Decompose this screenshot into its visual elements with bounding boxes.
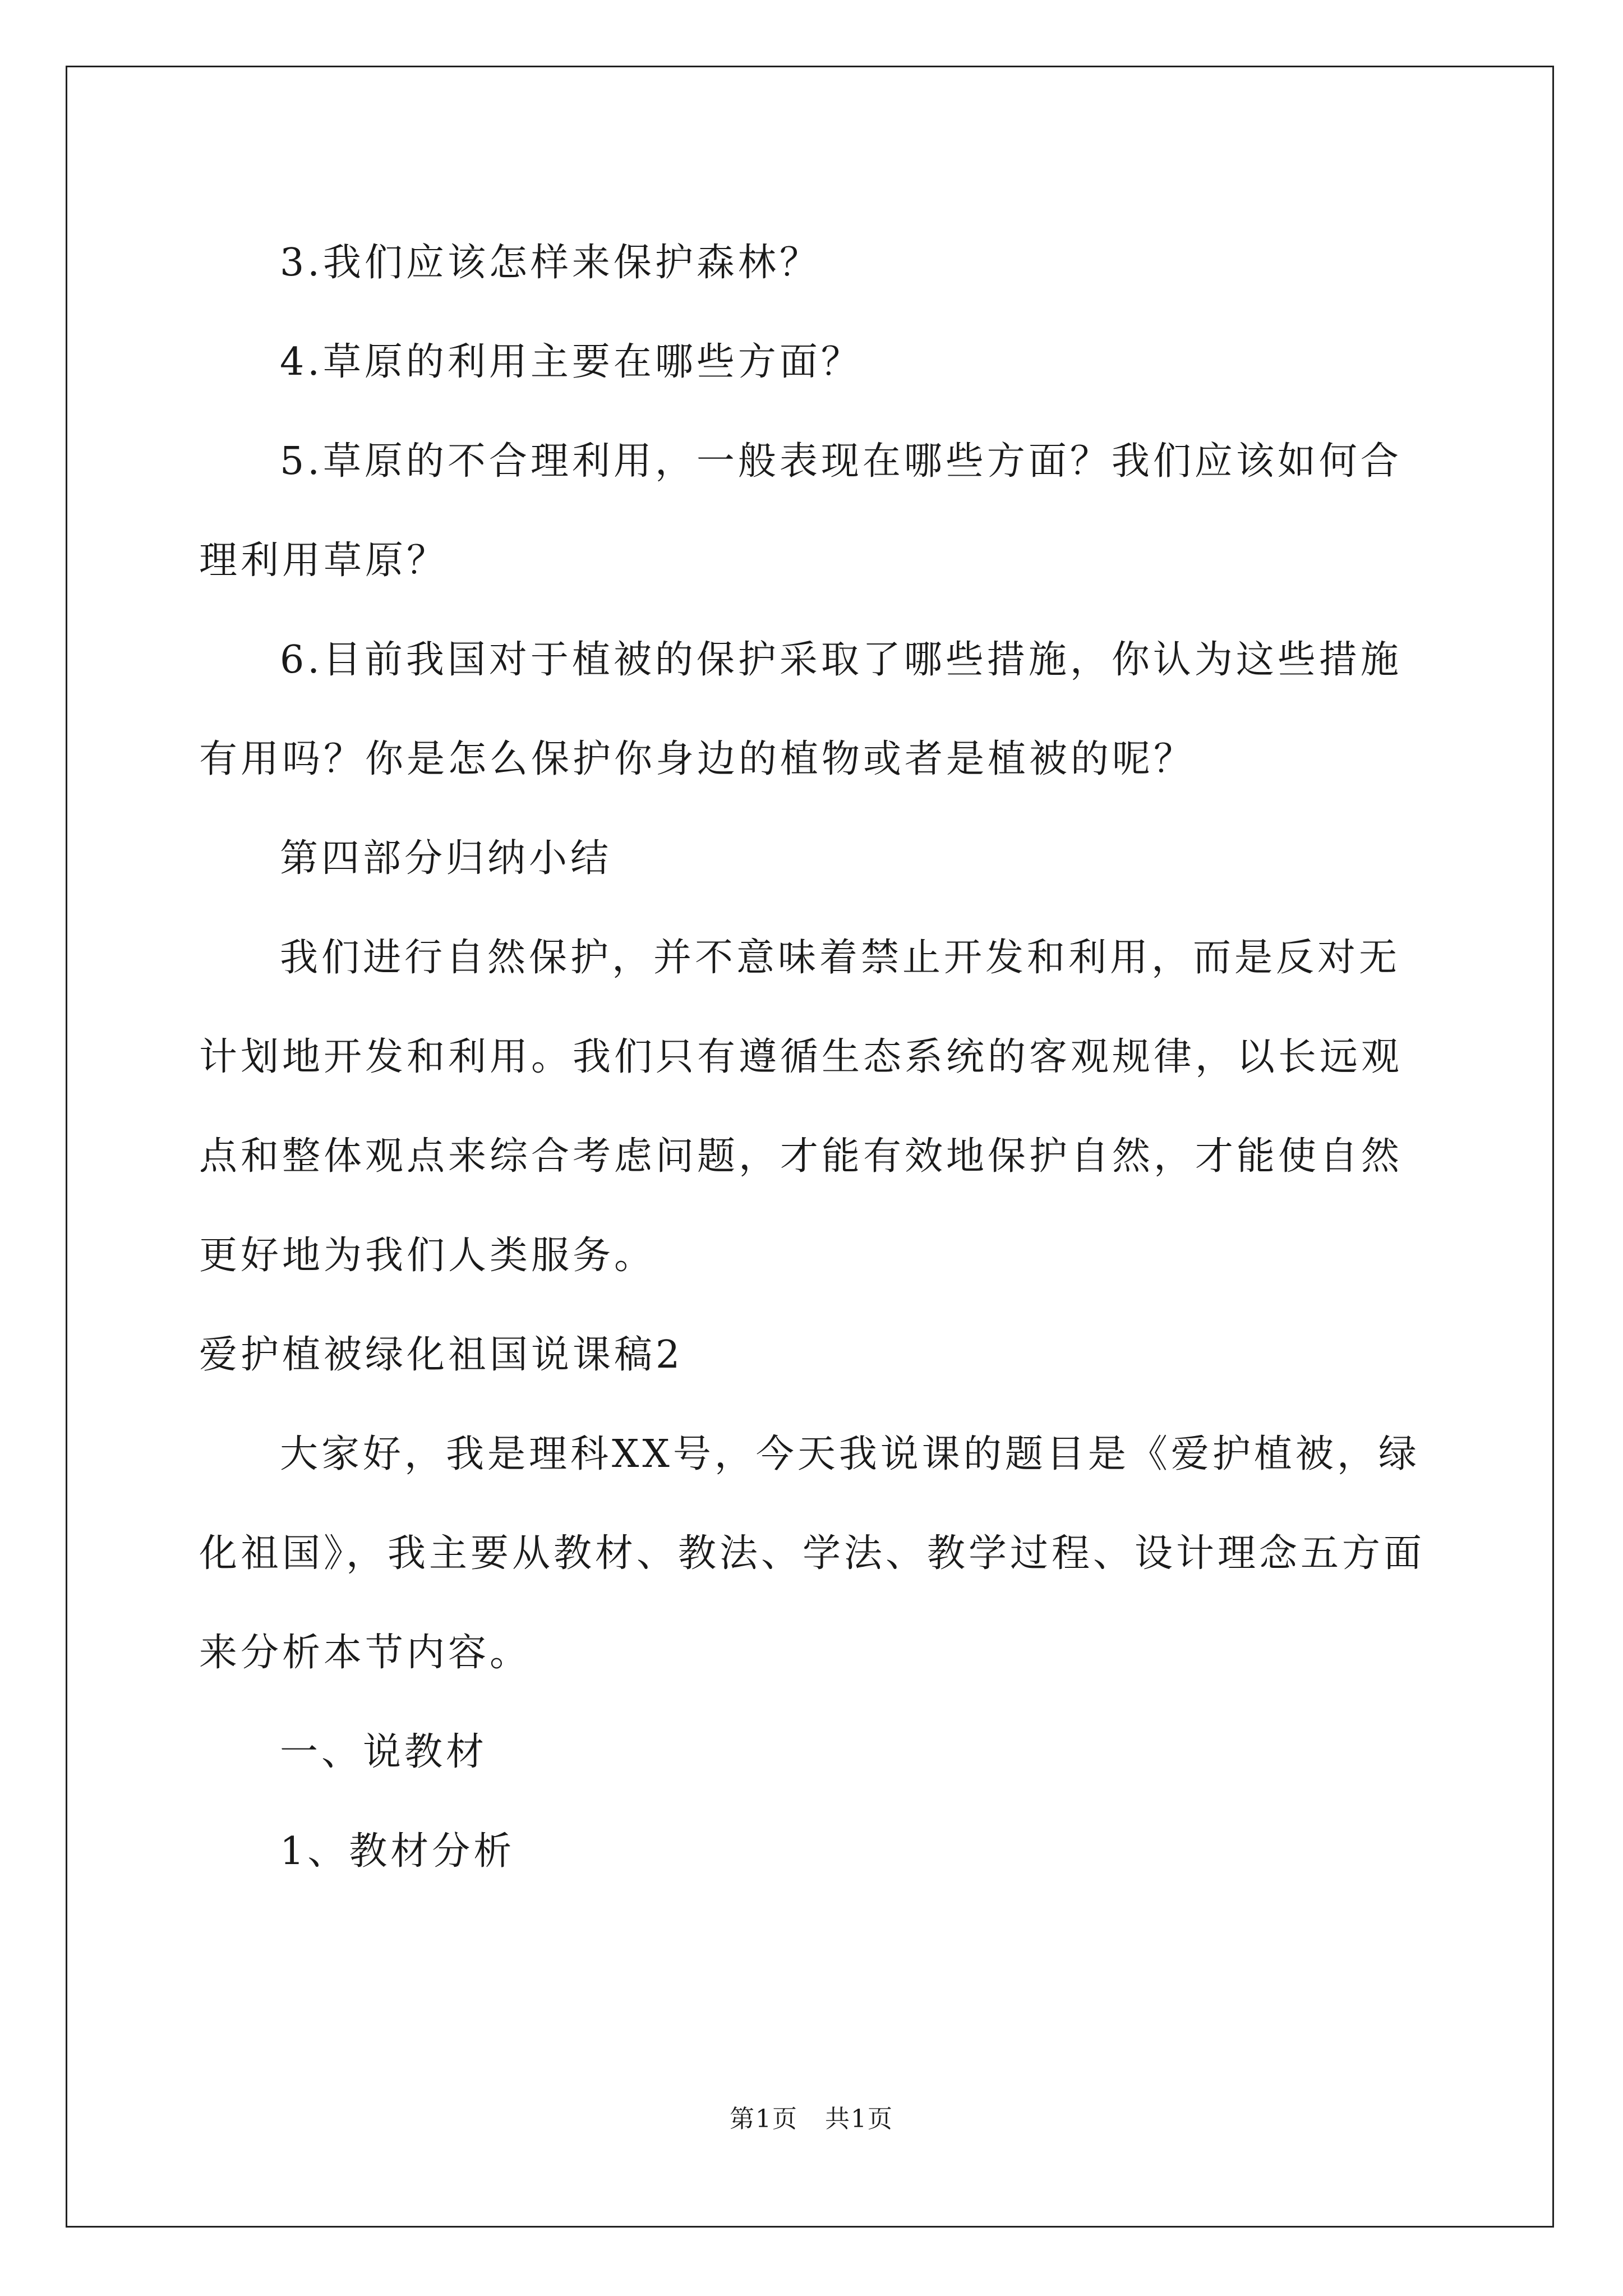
section-heading-part-four: 第四部分归纳小结 [280, 836, 612, 881]
paragraph-summary: 我们进行自然保护，并不意味着禁止开发和利用，而是反对无计划地开发和利用。我们只有遵循生态系统的客观规律，以长远观点和整体观点来综合考虑问题，才能有效地保护自然，才能使自然更好地为我们人类服务。 [199, 936, 1403, 1278]
document-title-2: 爱护植被绿化祖国说课稿2 [199, 1333, 684, 1377]
paragraph-question-3: 3.我们应该怎样来保护森林？ [280, 241, 821, 285]
page-number: 第1页 [730, 2105, 799, 2133]
subsection-heading-analysis: 1、教材分析 [280, 1829, 515, 1874]
page-total: 共1页 [824, 2105, 893, 2133]
paragraph-question-6: 6.目前我国对于植被的保护采取了哪些措施，你认为这些措施有用吗？你是怎么保护你身边的植物或者是植被的呢？ [199, 638, 1402, 781]
document-body [199, 213, 1428, 1901]
paragraph-intro: 大家好，我是理科XX号，今天我说课的题目是《爱护植被，绿化祖国》，我主要从教材、教法、学法、教学过程、设计理念五方面来分析本节内容。 [199, 1432, 1426, 1675]
paragraph-question-5: 5.草原的不合理利用，一般表现在哪些方面？我们应该如何合理利用草原？ [199, 439, 1402, 583]
section-heading-textbook: 一、说教材 [280, 1730, 488, 1774]
page-footer [0, 2102, 1623, 2136]
paragraph-question-4: 4.草原的利用主要在哪些方面？ [280, 340, 863, 384]
